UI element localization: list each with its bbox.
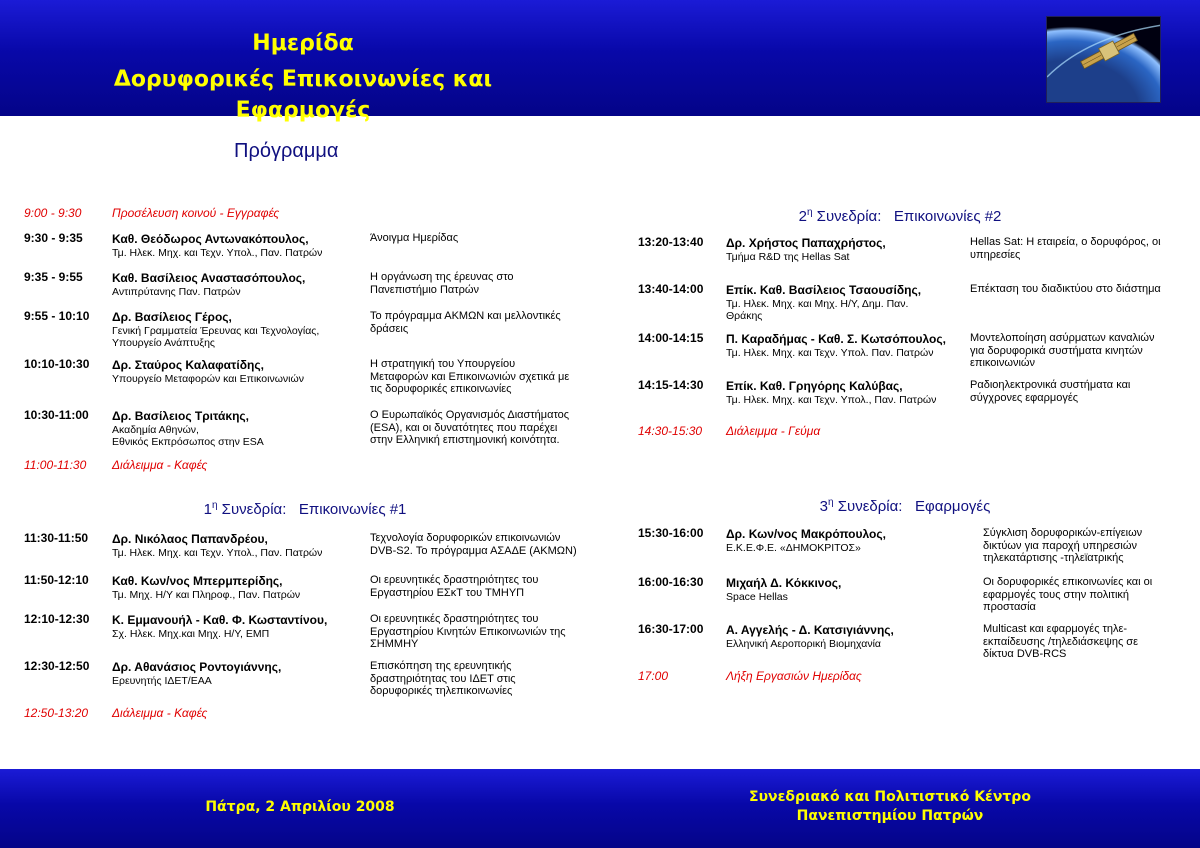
talk-topic-line: εκπαίδευσης /τηλεδιάσκεψης σε [983, 635, 1138, 648]
speaker-block [112, 532, 322, 559]
satellite-icon [1047, 17, 1161, 103]
talk-topic-line: Hellas Sat: Η εταιρεία, ο δορυφόρος, οι [970, 236, 1161, 248]
speaker-name: Δρ. Βασίλειος Τριτάκης, [112, 409, 249, 423]
speaker-affiliation: Ερευνητής ΙΔΕΤ/ΕΑΑ [112, 675, 212, 687]
speaker-name: Καθ. Βασίλειος Αναστασόπουλος, [112, 271, 306, 285]
talk-topic-line: εφαρμογές τους στην πολιτική [983, 588, 1130, 601]
session-name: Εφαρμογές [914, 498, 991, 515]
talk-topic-line: για δορυφορικά συστήματα κινητών [970, 344, 1143, 357]
session-sup: η [806, 207, 813, 218]
talk-topic-line: δορυφορικές τηλεπικοινωνίες [370, 685, 513, 697]
break-label: Διάλειμμα - Γεύμα [726, 424, 821, 438]
event-date: Πάτρα, 2 Απριλίου 2008 [205, 799, 395, 815]
schedule-time: 15:30-16:00 [638, 526, 704, 540]
speaker-block [726, 236, 886, 263]
talk-topic-line: Επέκταση του διαδικτύου στο διάστημα [970, 283, 1161, 295]
speaker-affiliation: Γενική Γραμματεία Έρευνας και Τεχνολογίας, [112, 325, 320, 337]
speaker-name: Δρ. Κων/νος Μακρόπουλος, [726, 527, 886, 541]
talk-topic-line: Τεχνολογία δορυφορικών επικοινωνιών [370, 532, 561, 544]
talk-topic-line: Εργαστηρίου ΕΣκΤ του ΤΜΗΥΠ [370, 586, 525, 599]
speaker-affiliation: Τμ. Ηλεκ. Μηχ. και Τεχν. Υπολ., Παν. Πατρών [726, 394, 937, 406]
speaker-block [112, 660, 281, 687]
talk-topic [370, 358, 600, 396]
session-1-title [150, 500, 460, 518]
schedule-row [24, 532, 600, 580]
talk-topic [370, 232, 600, 245]
schedule-time: 11:30-11:50 [24, 531, 89, 545]
speaker-name: Δρ. Σταύρος Καλαφατίδης, [112, 358, 264, 372]
schedule-row [24, 660, 600, 708]
talk-topic [983, 527, 1183, 565]
speaker-affiliation: Υπουργείο Μεταφορών και Επικοινωνιών [112, 373, 304, 385]
talk-topic-line: Το πρόγραμμα ΑΚΜΩΝ και μελλοντικές [370, 310, 561, 322]
talk-topic-line: δίκτυα DVB-RCS [983, 648, 1067, 660]
session-2-title [760, 207, 1040, 225]
talk-topic-line: Άνοιγμα Ημερίδας [370, 232, 459, 244]
talk-topic-line: Η στρατηγική του Υπουργείου [370, 358, 516, 370]
speaker-affiliation: Τμ. Ηλεκ. Μηχ. και Τεχν. Υπολ., Παν. Πατρών [112, 247, 323, 259]
closing-time: 17:00 [638, 669, 669, 683]
venue-line-1: Συνεδριακό και Πολιτιστικό Κέντρο [749, 789, 1031, 805]
schedule-time: 12:10-12:30 [24, 612, 90, 626]
schedule-time: 9:55 - 10:10 [24, 309, 90, 323]
speaker-name: Δρ. Χρήστος Παπαχρήστος, [726, 236, 886, 250]
talk-topic-line: DVB-S2. Το πρόγραμμα ΑΣΑΔΕ (ΑΚΜΩΝ) [370, 544, 577, 557]
talk-topic-line: σύγχρονες εφαρμογές [970, 391, 1079, 404]
talk-topic [983, 623, 1183, 661]
break-label: Διάλειμμα - Καφές [112, 458, 208, 472]
speaker-block [112, 574, 300, 601]
speaker-affiliation: Τμ. Ηλεκ. Μηχ. και Μηχ. Η/Υ, Δημ. Παν. [726, 298, 909, 310]
talk-topic-line: Πανεπιστήμιο Πατρών [370, 283, 479, 296]
event-title: Ημερίδα [252, 31, 354, 56]
schedule-time: 9:35 - 9:55 [24, 270, 83, 284]
speaker-affiliation: Τμ. Μηχ. Η/Υ και Πληροφ., Παν. Πατρών [112, 589, 301, 601]
session-sup: η [828, 497, 834, 508]
schedule-row [638, 527, 1183, 575]
speaker-name: Δρ. Αθανάσιος Ροντογιάννης, [112, 660, 282, 674]
talk-topic-line: Επισκόπηση της ερευνητικής [370, 660, 512, 672]
speaker-name: Α. Αγγελής - Δ. Κατσιγιάννης, [726, 623, 894, 637]
talk-topic-line: Η οργάνωση της έρευνας στο [370, 271, 514, 283]
talk-topic [370, 532, 600, 557]
talk-topic-line: προστασία [983, 601, 1036, 613]
talk-topic [970, 379, 1180, 404]
speaker-block [726, 379, 936, 406]
schedule-time: 10:10-10:30 [24, 357, 90, 371]
schedule-row [24, 310, 600, 358]
break-time: 11:00-11:30 [24, 458, 87, 472]
speaker-block [726, 283, 921, 322]
speaker-block [726, 576, 841, 603]
session-number: 1 [203, 501, 212, 518]
schedule-row [638, 332, 1180, 380]
schedule-time: 10:30-11:00 [24, 408, 89, 422]
talk-topic-line: Οι ερευνητικές δραστηριότητες του [370, 613, 539, 625]
session-name: Επικοινωνίες #1 [298, 501, 407, 518]
speaker-name: Δρ. Βασίλειος Γέρος, [112, 310, 232, 324]
session-label: Συνεδρία: [837, 498, 903, 515]
speaker-affiliation: Ε.Κ.Ε.Φ.Ε. «ΔΗΜΟΚΡΙΤΟΣ» [726, 542, 861, 554]
speaker-block [112, 409, 264, 448]
talk-topic [370, 574, 600, 599]
speaker-affiliation: Space Hellas [726, 591, 788, 603]
talk-topic-line: δράσεις [370, 322, 409, 335]
session-name: Επικοινωνίες #2 [893, 208, 1002, 225]
schedule-row [638, 236, 1180, 284]
talk-topic-line: Ο Ευρωπαϊκός Οργανισμός Διαστήματος [370, 409, 570, 421]
speaker-affiliation: Τμ. Ηλεκ. Μηχ. και Τεχν. Υπολ., Παν. Πατρών [112, 547, 323, 559]
schedule-time: 16:00-16:30 [638, 575, 704, 589]
talk-topic-line: Σύγκλιση δορυφορικών-επίγειων [983, 527, 1143, 539]
schedule-time: 11:50-12:10 [24, 573, 89, 587]
talk-topic [370, 310, 600, 335]
talk-topic [970, 236, 1180, 261]
talk-topic [370, 271, 600, 296]
speaker-name: Μιχαήλ Δ. Κόκκινος, [726, 576, 842, 590]
session-sup: η [211, 500, 218, 511]
talk-topic-line: Εργαστηρίου Κινητών Επικοινωνιών της [370, 625, 566, 638]
session-label: Συνεδρία: [221, 501, 287, 518]
break-label: Διάλειμμα - Καφές [112, 706, 208, 720]
speaker-name: Κ. Εμμανουήλ - Καθ. Φ. Κωσταντίνου, [112, 613, 328, 627]
talk-topic-line: δραστηριότητας του ΙΔΕΤ στις [370, 672, 516, 685]
speaker-name: Καθ. Κων/νος Μπερμπερίδης, [112, 574, 283, 588]
speaker-block [112, 232, 322, 259]
session-number: 2 [798, 208, 807, 225]
talk-topic-line: (ESA), και οι δυνατότητες που παρέχει [370, 421, 558, 434]
speaker-affiliation: Τμήμα R&D της Hellas Sat [726, 251, 850, 263]
schedule-time: 14:15-14:30 [638, 378, 704, 392]
speaker-name: Δρ. Νικόλαος Παπανδρέου, [112, 532, 268, 546]
talk-topic [370, 613, 600, 651]
schedule-row [638, 576, 1183, 624]
schedule-row [638, 623, 1183, 671]
talk-topic-line: τηλεκατάρτισης -τηλεϊατρικής [983, 552, 1124, 564]
speaker-block [726, 332, 946, 359]
speaker-name: Επίκ. Καθ. Βασίλειος Τσαουσίδης, [726, 283, 922, 297]
speaker-affiliation: Ακαδημία Αθηνών, [112, 424, 199, 436]
arrival-label: Προσέλευση κοινού - Εγγραφές [112, 206, 280, 220]
schedule-row [638, 283, 1180, 331]
speaker-block [726, 623, 894, 650]
closing-label: Λήξη Εργασιών Ημερίδας [726, 669, 862, 683]
talk-topic-line: τις δορυφορικές επικοινωνίες [370, 383, 512, 395]
talk-topic [370, 660, 600, 698]
speaker-name: Επίκ. Καθ. Γρηγόρης Καλύβας, [726, 379, 903, 393]
talk-topic-line: Μεταφορών και Επικοινωνιών σχετικά με [370, 370, 570, 383]
venue-line-2: Πανεπιστημίου Πατρών [796, 808, 984, 824]
speaker-block [112, 310, 319, 349]
talk-topic-line: ΣΗΜΜΗΥ [370, 638, 419, 650]
speaker-name: Καθ. Θεόδωρος Αντωνακόπουλος, [112, 232, 309, 246]
schedule-row [24, 409, 600, 457]
speaker-affiliation: Αντιπρύτανης Παν. Πατρών [112, 286, 241, 298]
schedule-row [638, 379, 1180, 427]
schedule-time: 12:30-12:50 [24, 659, 90, 673]
arrival-time: 9:00 - 9:30 [24, 206, 82, 220]
speaker-block [112, 358, 304, 385]
speaker-affiliation: Υπουργείο Ανάπτυξης [112, 337, 215, 349]
talk-topic-line: στην Ελληνική επιστημονική κοινότητα. [370, 434, 560, 446]
talk-topic [983, 576, 1183, 614]
talk-topic-line: Ραδιοηλεκτρονικά συστήματα και [970, 379, 1131, 391]
speaker-block [112, 613, 327, 640]
talk-topic [970, 283, 1180, 296]
schedule-time: 14:00-14:15 [638, 331, 704, 345]
break-time: 12:50-13:20 [24, 706, 89, 720]
talk-topic-line: επικοινωνιών [970, 357, 1035, 369]
speaker-block [726, 527, 886, 554]
schedule-time: 13:40-14:00 [638, 282, 704, 296]
program-title: Πρόγραμμα [234, 140, 339, 162]
talk-topic [370, 409, 600, 447]
schedule-row [24, 613, 600, 661]
talk-topic-line: υπηρεσίες [970, 248, 1021, 261]
session-number: 3 [819, 498, 829, 515]
talk-topic-line: Οι δορυφορικές επικοινωνίες και οι [983, 576, 1153, 588]
talk-topic-line: Multicast και εφαρμογές τηλε- [983, 623, 1128, 635]
talk-topic-line: Οι ερευνητικές δραστηριότητες του [370, 574, 539, 586]
speaker-block [112, 271, 305, 298]
speaker-affiliation: Θράκης [726, 310, 763, 322]
speaker-affiliation: Σχ. Ηλεκ. Μηχ.και Μηχ. Η/Υ, ΕΜΠ [112, 628, 270, 640]
schedule-row [24, 358, 600, 406]
break-time: 14:30-15:30 [638, 424, 703, 438]
talk-topic [970, 332, 1180, 370]
talk-topic-line: δικτύων για παροχή υπηρεσιών [983, 539, 1137, 552]
session-label: Συνεδρία: [816, 208, 882, 225]
event-subtitle: Δορυφορικές Επικοινωνίες και Εφαρμογές [113, 67, 493, 123]
speaker-affiliation: Ελληνική Αεροπορική Βιομηχανία [726, 638, 881, 650]
satellite-image [1046, 16, 1161, 103]
talk-topic-line: Μοντελοποίηση ασύρματων καναλιών [970, 332, 1155, 344]
session-3-title [770, 497, 1040, 515]
schedule-time: 16:30-17:00 [638, 622, 704, 636]
speaker-affiliation: Τμ. Ηλεκ. Μηχ. και Τεχν. Υπολ. Παν. Πατρών [726, 347, 934, 359]
speaker-name: Π. Καραδήμας - Καθ. Σ. Κωτσόπουλος, [726, 332, 946, 346]
speaker-affiliation: Εθνικός Εκπρόσωπος στην ESA [112, 436, 264, 448]
schedule-time: 13:20-13:40 [638, 235, 704, 249]
schedule-time: 9:30 - 9:35 [24, 231, 83, 245]
